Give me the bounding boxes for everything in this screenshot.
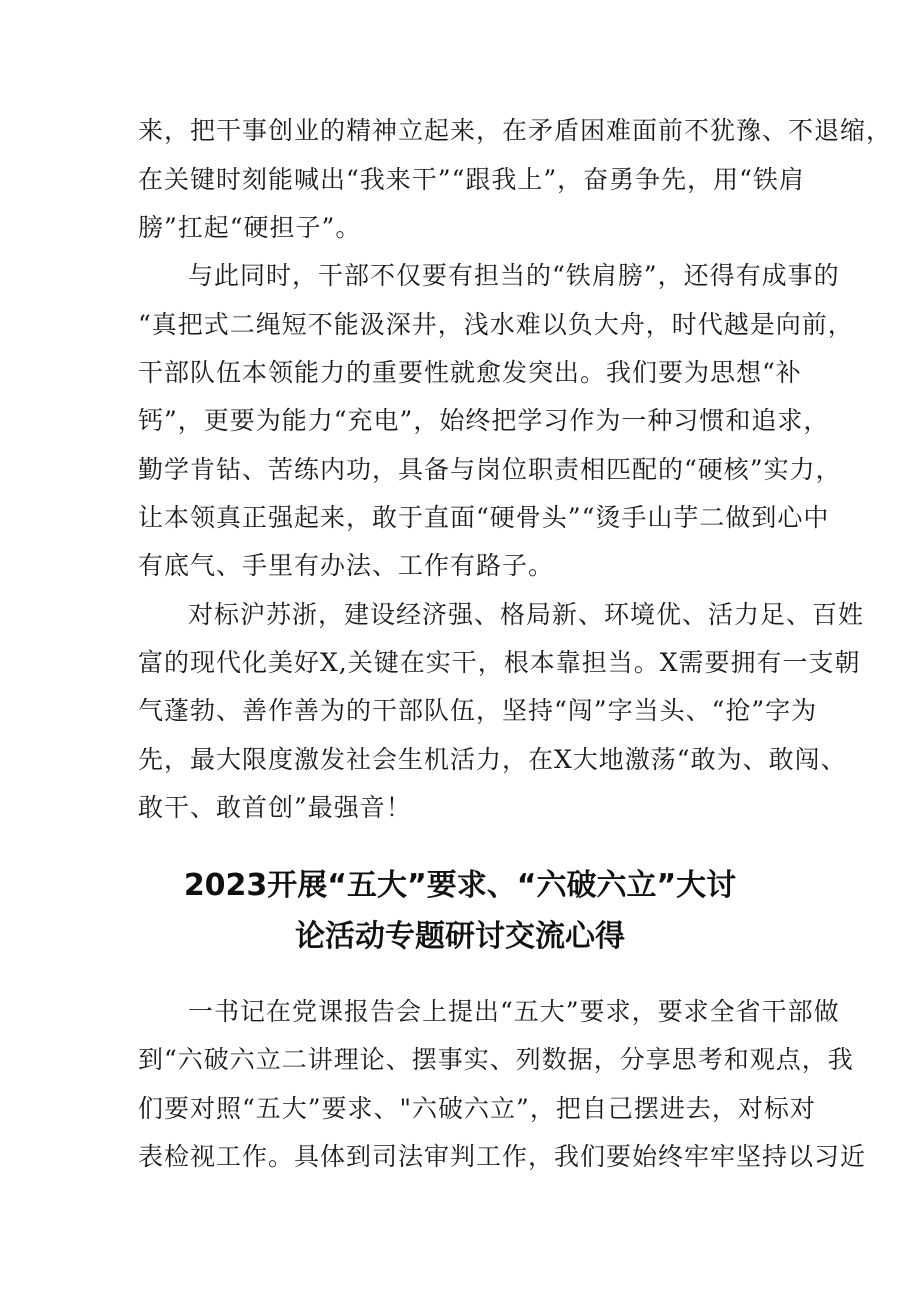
paragraph-line: 先，最大限度激发社会生机活力，在X大地激荡“敢为、敢闯、 <box>138 745 847 774</box>
paragraph-line: 富的现代化美好X,关键在实干，根本靠担当。X需要拥有一支朝 <box>138 648 861 677</box>
paragraph-line: 钙”，更要为能力“充电”，始终把学习作为一种习惯和追求， <box>138 406 830 435</box>
paragraph-line: 气蓬勃、善作善为的干部队伍，坚持“闯”字当头、“抢”字为 <box>138 696 818 725</box>
paragraph-line: 一书记在党课报告会上提出“五大”要求，要求全省干部做 <box>188 997 840 1026</box>
paragraph-line: 干部队伍本领能力的重要性就愈发突出。我们要为思想“补 <box>138 358 802 387</box>
paragraph-line: 在关键时刻能喊出“我来干”“跟我上”，奋勇争先，用“铁肩 <box>138 165 805 194</box>
paragraph-line: 敢干、敢首创”最强音！ <box>138 793 412 822</box>
paragraph-line: 膀”扛起“硬担子”。 <box>138 213 362 242</box>
section-heading-line-2: 论活动专题研讨交流心得 <box>295 919 625 954</box>
section-heading-line-1: 2023开展“五大”要求、“六破六立”大讨 <box>183 868 737 903</box>
paragraph-line: 到“六破六立二讲理论、摆事实、列数据，分享思考和观点，我 <box>138 1045 854 1074</box>
paragraph-line: 们要对照“五大”要求、"六破六立”，把自己摆进去，对标对 <box>138 1094 816 1123</box>
paragraph-line: “真把式二绳短不能汲深井，浅水难以负大舟，时代越是向前， <box>138 310 854 339</box>
paragraph-line: 来，把干事创业的精神立起来，在矛盾困难面前不犹豫、不退缩， <box>138 116 893 145</box>
paragraph-line: 让本领真正强起来，敢于直面“硬骨头”“烫手山芋二做到心中 <box>138 503 830 532</box>
paragraph-line: 勤学肯钻、苦练内功，具备与岗位职责相匹配的“硬核”实力， <box>138 455 842 484</box>
paragraph-line: 有底气、手里有办法、工作有路子。 <box>138 551 555 580</box>
paragraph-line: 表检视工作。具体到司法审判工作，我们要始终牢牢坚持以习近 <box>138 1142 867 1171</box>
paragraph-line: 对标沪苏浙，建设经济强、格局新、环境优、活力足、百姓 <box>188 600 865 629</box>
paragraph-line: 与此同时，干部不仅要有担当的“铁肩膀”，还得有成事的 <box>188 261 840 290</box>
